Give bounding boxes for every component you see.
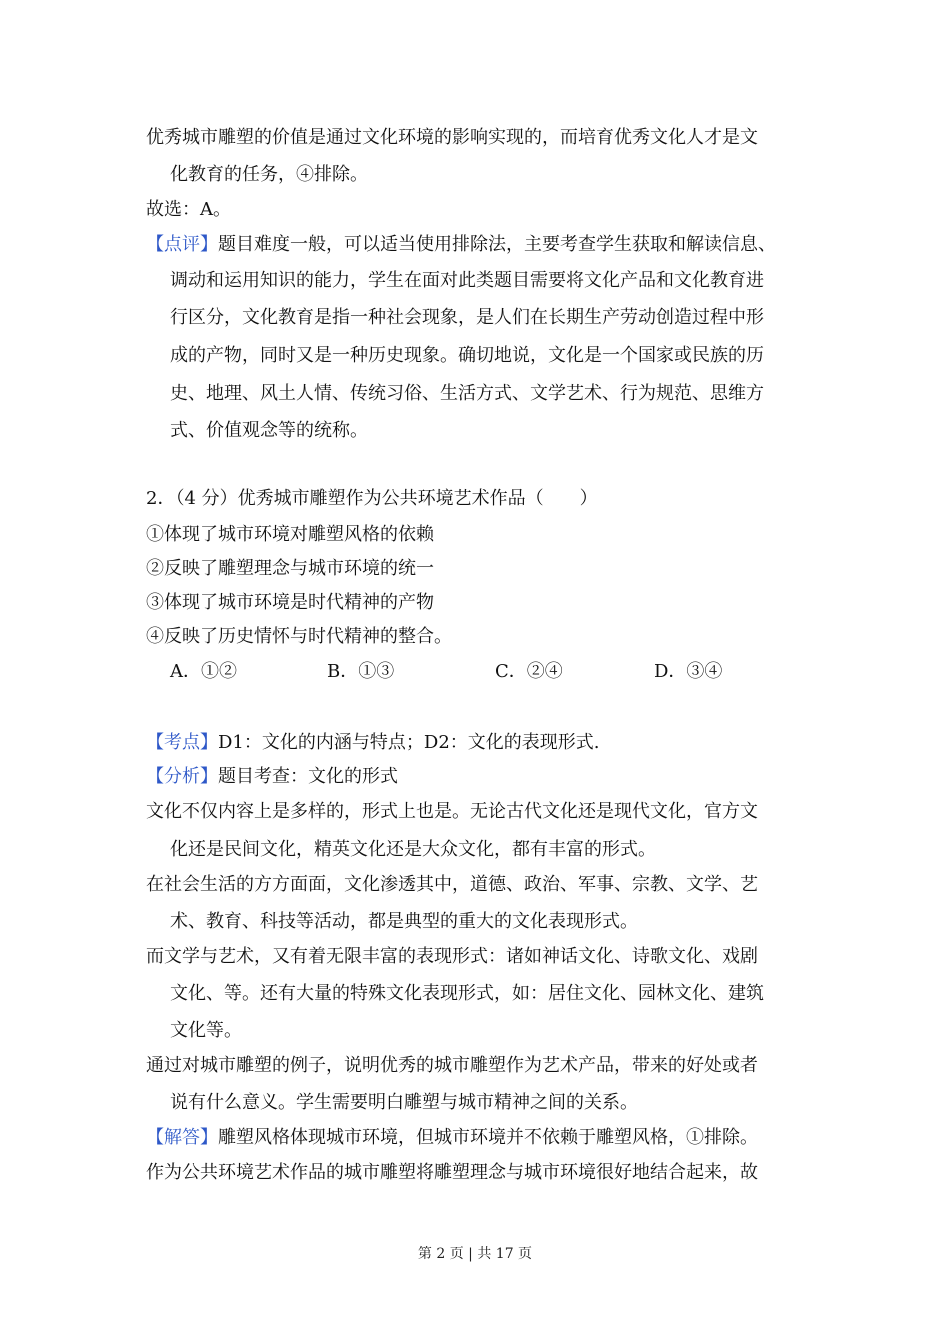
fenxi-paragraph-line: 术、教育、科技等活动，都是典型的重大的文化表现形式。 [170, 911, 638, 932]
prev-answer-line: 化教育的任务，④排除。 [170, 164, 368, 185]
fenxi-tag: 【分析】 [146, 766, 218, 787]
fenxi-paragraph-line: 文化等。 [170, 1020, 242, 1041]
comment-text: 题目难度一般，可以适当使用排除法，主要考查学生获取和解读信息、 [218, 234, 776, 255]
comment-line: 成的产物，同时又是一种历史现象。确切地说，文化是一个国家或民族的历 [170, 345, 764, 366]
fenxi-paragraph-line: 在社会生活的方方面面，文化渗透其中，道德、政治、军事、宗教、文学、艺 [146, 874, 758, 895]
fenxi-paragraph-line: 说有什么意义。学生需要明白雕塑与城市精神之间的关系。 [170, 1092, 638, 1113]
option-c: C．②④ [495, 661, 563, 682]
jieda-tag: 【解答】 [146, 1127, 218, 1148]
comment-tag: 【点评】 [146, 234, 218, 255]
prev-answer-choice: 故选：A。 [146, 199, 231, 220]
fenxi-line [146, 765, 398, 789]
fenxi-paragraph-line: 文化不仅内容上是多样的，形式上也是。无论古代文化还是现代文化，官方文 [146, 801, 758, 822]
page-footer: 第 2 页 | 共 17 页 [417, 1246, 533, 1262]
fenxi-paragraph-line: 文化、等。还有大量的特殊文化表现形式，如：居住文化、园林文化、建筑 [170, 983, 764, 1004]
question-stem: 2．（4 分）优秀城市雕塑作为公共环境艺术作品（ ） [146, 488, 598, 509]
kaodian-line [146, 731, 600, 755]
kaodian-tag: 【考点】 [146, 732, 218, 753]
question-item: ④反映了历史情怀与时代精神的整合。 [146, 626, 452, 647]
jieda-line: 作为公共环境艺术作品的城市雕塑将雕塑理念与城市环境很好地结合起来，故 [146, 1162, 758, 1183]
fenxi-paragraph-line: 而文学与艺术，又有着无限丰富的表现形式：诸如神话文化、诗歌文化、戏剧 [146, 946, 758, 967]
question-item: ③体现了城市环境是时代精神的产物 [146, 592, 434, 613]
comment-line: 行区分，文化教育是指一种社会现象，是人们在长期生产劳动创造过程中形 [170, 307, 764, 328]
option-b: B．①③ [327, 661, 395, 682]
comment-line: 史、地理、风土人情、传统习俗、生活方式、文学艺术、行为规范、思维方 [170, 383, 764, 404]
option-d: D．③④ [654, 661, 723, 682]
fenxi-text: 题目考查：文化的形式 [218, 766, 398, 787]
comment-line: 式、价值观念等的统称。 [170, 420, 368, 441]
comment-line: 调动和运用知识的能力，学生在面对此类题目需要将文化产品和文化教育进 [170, 270, 764, 291]
prev-answer-line: 优秀城市雕塑的价值是通过文化环境的影响实现的，而培育优秀文化人才是文 [146, 127, 758, 148]
question-item: ②反映了雕塑理念与城市环境的统一 [146, 558, 434, 579]
jieda-line [146, 1126, 758, 1150]
fenxi-paragraph-line: 通过对城市雕塑的例子，说明优秀的城市雕塑作为艺术产品，带来的好处或者 [146, 1055, 758, 1076]
question-item: ①体现了城市环境对雕塑风格的依赖 [146, 524, 434, 545]
comment-first-line [146, 233, 776, 257]
kaodian-text: D1：文化的内涵与特点；D2：文化的表现形式. [218, 732, 600, 753]
fenxi-paragraph-line: 化还是民间文化，精英文化还是大众文化，都有丰富的形式。 [170, 839, 656, 860]
jieda-text: 雕塑风格体现城市环境，但城市环境并不依赖于雕塑风格，①排除。 [218, 1127, 758, 1148]
option-a: A．①② [170, 661, 237, 682]
